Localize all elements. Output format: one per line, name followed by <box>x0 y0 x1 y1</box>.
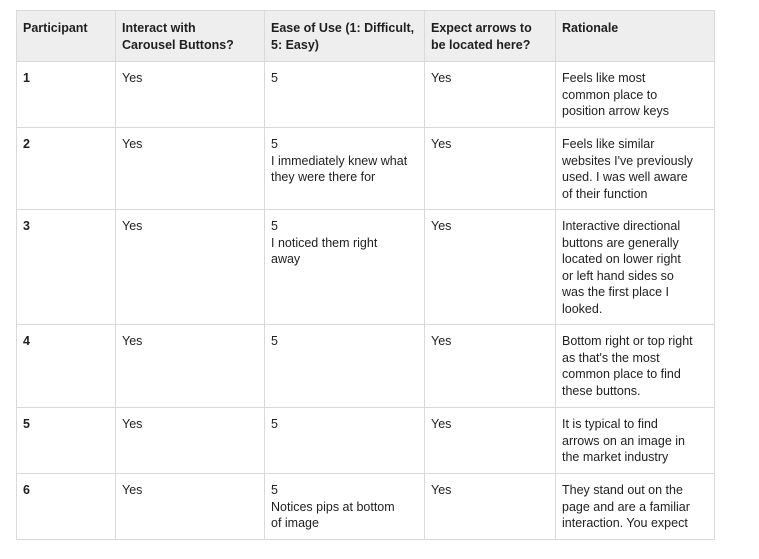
cell-interact: Yes <box>116 408 265 474</box>
table-row <box>17 128 715 210</box>
table-row <box>17 474 715 540</box>
cell-interact: Yes <box>116 474 265 540</box>
cell-ease: 5 <box>265 62 425 128</box>
cell-participant: 5 <box>17 408 116 474</box>
cell-expect: Yes <box>425 62 556 128</box>
usability-results-table <box>16 10 715 540</box>
cell-participant: 3 <box>17 210 116 325</box>
header-participant: Participant <box>17 11 116 62</box>
cell-ease: 5 Notices pips at bottom of image <box>265 474 425 540</box>
results-table-container <box>16 10 715 540</box>
cell-rationale: It is typical to find arrows on an image in the market industry <box>556 408 715 474</box>
cell-interact: Yes <box>116 62 265 128</box>
cell-rationale: Feels like similar websites I've previously used. I was well aware of their function <box>556 128 715 210</box>
table-row <box>17 62 715 128</box>
header-expect-arrows: Expect arrows to be located here? <box>425 11 556 62</box>
cell-ease: 5 I immediately knew what they were there for <box>265 128 425 210</box>
cell-rationale: Bottom right or top right as that's the most common place to find these buttons. <box>556 325 715 408</box>
cell-ease: 5 <box>265 408 425 474</box>
cell-expect: Yes <box>425 408 556 474</box>
cell-expect: Yes <box>425 325 556 408</box>
cell-interact: Yes <box>116 128 265 210</box>
table-header-row <box>17 11 715 62</box>
cell-participant: 4 <box>17 325 116 408</box>
cell-interact: Yes <box>116 210 265 325</box>
cell-participant: 2 <box>17 128 116 210</box>
cell-participant: 6 <box>17 474 116 540</box>
cell-expect: Yes <box>425 128 556 210</box>
cell-rationale: Feels like most common place to position arrow keys <box>556 62 715 128</box>
cell-ease: 5 <box>265 325 425 408</box>
header-rationale: Rationale <box>556 11 715 62</box>
table-row <box>17 325 715 408</box>
header-ease-of-use: Ease of Use (1: Difficult, 5: Easy) <box>265 11 425 62</box>
cell-ease: 5 I noticed them right away <box>265 210 425 325</box>
cell-expect: Yes <box>425 210 556 325</box>
cell-interact: Yes <box>116 325 265 408</box>
header-interact-carousel: Interact with Carousel Buttons? <box>116 11 265 62</box>
table-row <box>17 210 715 325</box>
cell-rationale: Interactive directional buttons are generally located on lower right or left hand sides so was the first place I looked. <box>556 210 715 325</box>
cell-expect: Yes <box>425 474 556 540</box>
table-row <box>17 408 715 474</box>
cell-participant: 1 <box>17 62 116 128</box>
cell-rationale: They stand out on the page and are a familiar interaction. You expect <box>556 474 715 540</box>
